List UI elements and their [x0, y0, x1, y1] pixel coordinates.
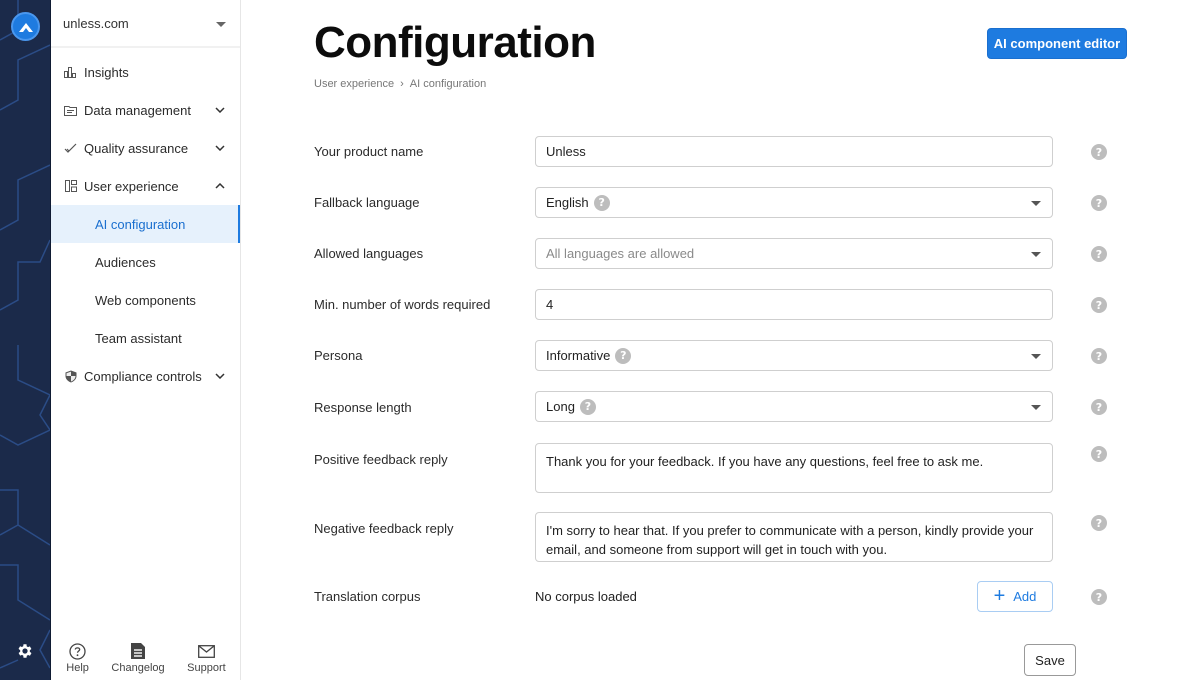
- help-icon[interactable]: ?: [615, 348, 631, 364]
- help-icon[interactable]: ?: [1091, 589, 1107, 605]
- persona-select[interactable]: Informative ?: [535, 340, 1053, 371]
- form-row-persona: [314, 340, 1134, 371]
- bar-chart-icon: [63, 65, 78, 80]
- form-row-response-length: [314, 391, 1134, 422]
- changelog-button[interactable]: Changelog: [111, 642, 164, 674]
- field-label: Negative feedback reply: [314, 521, 454, 536]
- negative-feedback-textarea[interactable]: I'm sorry to hear that. If you prefer to communicate with a person, kindly provide your email, and someone from support will get in touch with you.: [535, 512, 1053, 562]
- layout-icon: [63, 179, 78, 194]
- sidebar-item-insights[interactable]: Insights: [51, 53, 240, 91]
- help-icon[interactable]: ?: [1091, 144, 1107, 160]
- breadcrumb-user-experience[interactable]: User experience: [314, 78, 395, 90]
- min-words-input[interactable]: 4: [535, 289, 1053, 320]
- sidebar-subitem-audiences[interactable]: Audiences: [95, 254, 156, 270]
- add-corpus-button[interactable]: + Add: [977, 581, 1053, 612]
- app-rail: [0, 0, 50, 680]
- form-row-positive-feedback: [314, 443, 1134, 493]
- caret-down-icon: [1031, 201, 1041, 206]
- field-label: Positive feedback reply: [314, 452, 448, 467]
- positive-feedback-textarea[interactable]: Thank you for your feedback. If you have any questions, feel free to ask me.: [535, 443, 1053, 493]
- field-label: Fallback language: [314, 195, 420, 210]
- field-label: Min. number of words required: [314, 297, 491, 312]
- form-row-fallback-language: [314, 187, 1134, 218]
- chevron-down-icon: [214, 104, 226, 116]
- help-icon[interactable]: ?: [1091, 297, 1107, 313]
- help-icon[interactable]: ?: [1091, 348, 1107, 364]
- shield-icon: [63, 369, 78, 384]
- page-title: Configuration: [314, 18, 596, 67]
- sidebar-footer: [51, 642, 241, 674]
- sidebar-subitem-web-components[interactable]: Web components: [95, 292, 196, 308]
- sidebar: [51, 0, 241, 680]
- sidebar-item-quality-assurance[interactable]: Quality assurance: [51, 129, 240, 167]
- product-name-input[interactable]: Unless: [535, 136, 1053, 167]
- field-label: Your product name: [314, 144, 424, 159]
- caret-down-icon: [1031, 354, 1041, 359]
- sidebar-item-data-management[interactable]: Data management: [51, 91, 240, 129]
- help-icon[interactable]: ?: [594, 195, 610, 211]
- breadcrumb-separator: ›: [400, 78, 404, 90]
- support-button[interactable]: Support: [187, 642, 226, 674]
- help-circle-icon: [69, 642, 87, 660]
- field-label: Translation corpus: [314, 589, 421, 604]
- form-row-product-name: [314, 136, 1134, 167]
- org-selector[interactable]: [51, 0, 240, 48]
- save-button[interactable]: Save: [1024, 644, 1076, 676]
- sidebar-subitem-ai-configuration[interactable]: AI configuration: [51, 205, 240, 243]
- response-length-select[interactable]: Long ?: [535, 391, 1053, 422]
- field-label: Allowed languages: [314, 246, 424, 261]
- breadcrumb-ai-configuration: AI configuration: [409, 78, 487, 90]
- chevron-down-icon: [214, 142, 226, 154]
- caret-down-icon: [1031, 405, 1041, 410]
- gear-icon: [16, 642, 34, 660]
- document-icon: [129, 642, 147, 660]
- form-row-negative-feedback: [314, 512, 1134, 562]
- form-row-translation-corpus: [314, 581, 1134, 612]
- caret-down-icon: [216, 22, 226, 27]
- field-label: Response length: [314, 400, 412, 415]
- field-label: Persona: [314, 348, 363, 363]
- breadcrumb: [314, 78, 486, 90]
- sidebar-item-compliance-controls[interactable]: Compliance controls: [51, 357, 240, 395]
- sidebar-subitem-team-assistant[interactable]: Team assistant: [95, 330, 182, 346]
- help-icon[interactable]: ?: [1091, 446, 1107, 462]
- ai-component-editor-button[interactable]: AI component editor: [987, 28, 1127, 59]
- help-icon[interactable]: ?: [1091, 515, 1107, 531]
- form-row-min-words: [314, 289, 1134, 320]
- help-icon[interactable]: ?: [580, 399, 596, 415]
- app-logo[interactable]: [11, 12, 40, 41]
- hexagon-pattern: [0, 0, 50, 680]
- help-icon[interactable]: ?: [1091, 246, 1107, 262]
- chevron-down-icon: [214, 370, 226, 382]
- help-button[interactable]: Help: [66, 642, 89, 674]
- help-icon[interactable]: ?: [1091, 399, 1107, 415]
- logo-icon: [18, 21, 34, 33]
- org-name: unless.com: [63, 15, 129, 31]
- mail-icon: [197, 642, 215, 660]
- caret-down-icon: [1031, 252, 1041, 257]
- sidebar-nav: [51, 48, 240, 395]
- folder-icon: [63, 103, 78, 118]
- corpus-status: No corpus loaded: [535, 589, 637, 604]
- form-row-allowed-languages: [314, 238, 1134, 269]
- help-icon[interactable]: ?: [1091, 195, 1107, 211]
- checkmark-icon: [63, 141, 78, 156]
- fallback-language-select[interactable]: English ?: [535, 187, 1053, 218]
- sidebar-item-user-experience[interactable]: User experience: [51, 167, 240, 205]
- chevron-up-icon: [214, 180, 226, 192]
- main-content: [241, 0, 1200, 680]
- plus-icon: +: [993, 584, 1006, 607]
- allowed-languages-select[interactable]: All languages are allowed: [535, 238, 1053, 269]
- settings-button[interactable]: [16, 642, 34, 660]
